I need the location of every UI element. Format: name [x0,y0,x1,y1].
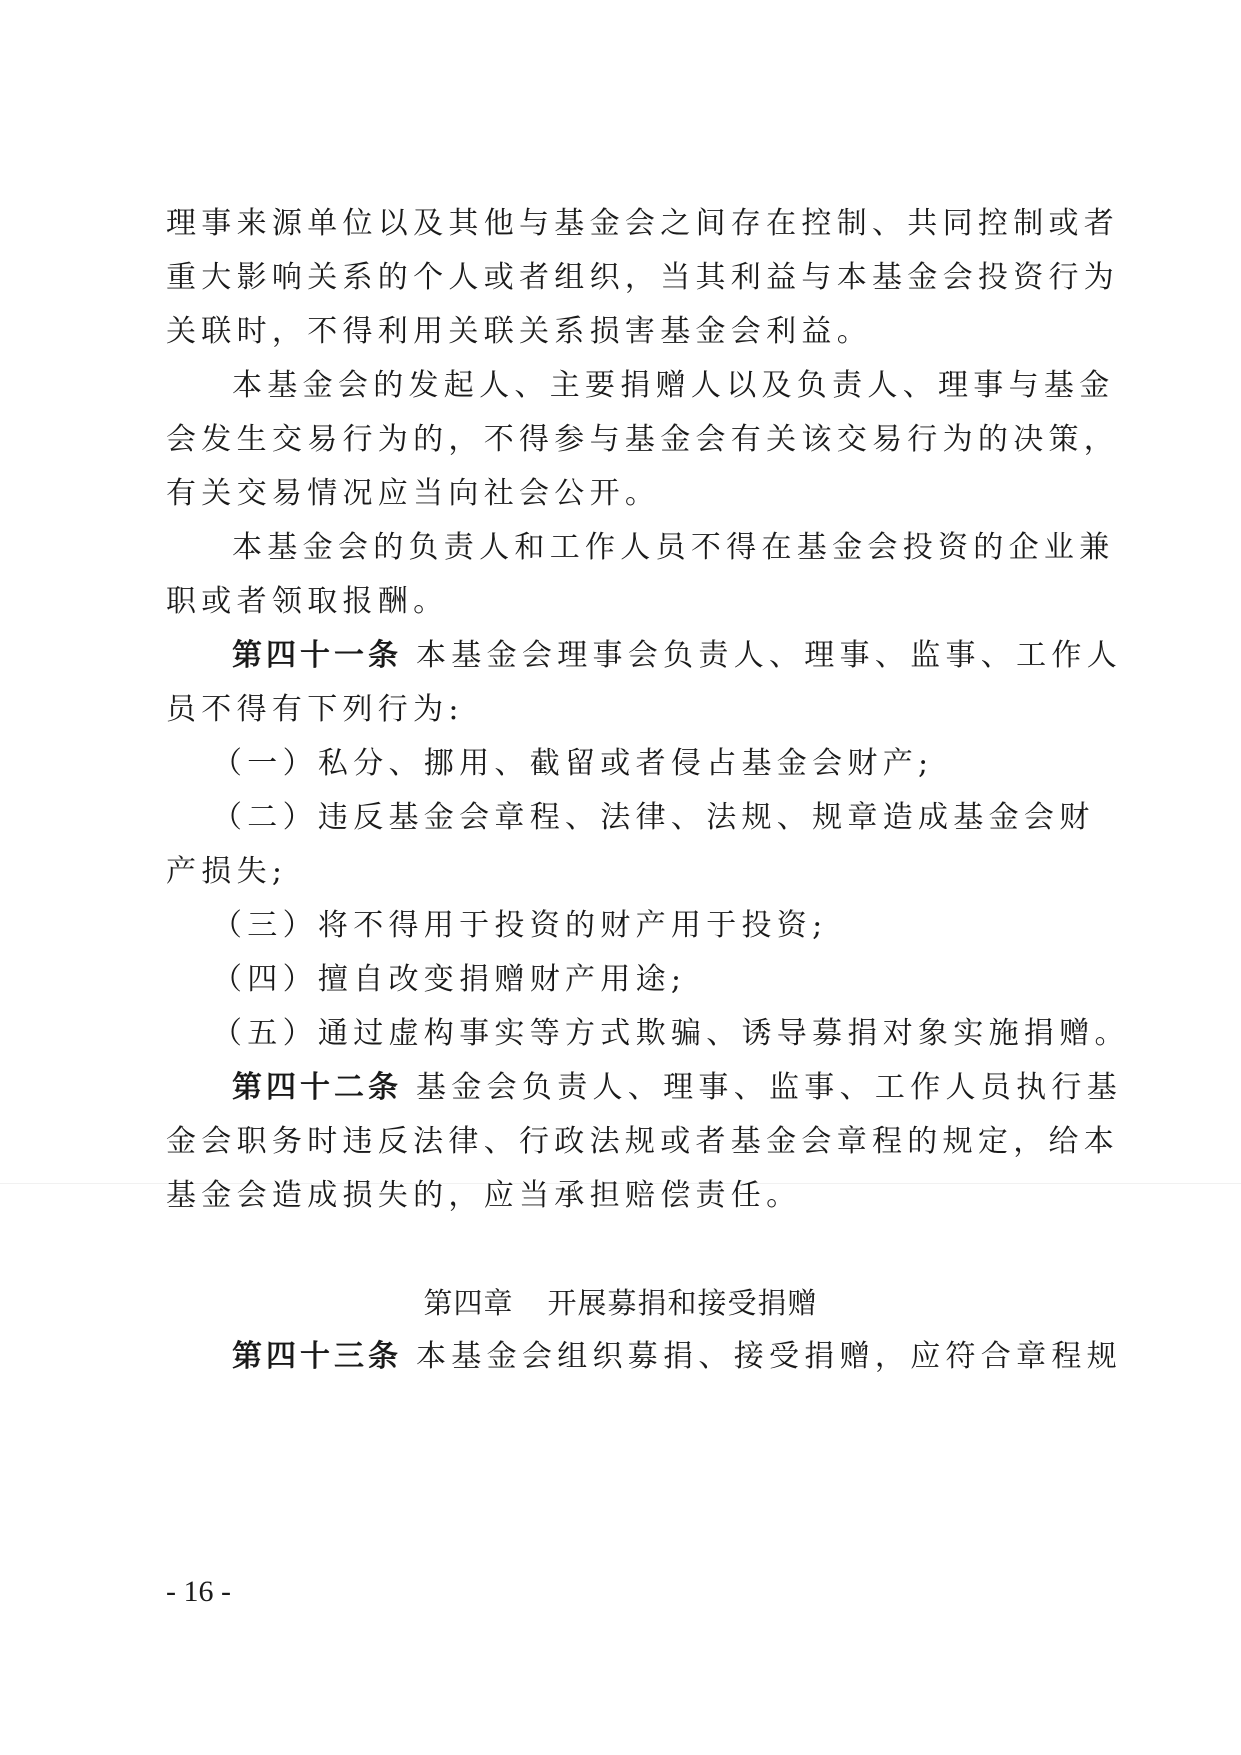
article-42 [232,1068,1122,1108]
paragraph-line: 本基金会的发起人、主要捐赠人以及负责人、理事与基金 [232,368,1115,403]
list-item: （五）通过虚构事实等方式欺骗、诱导募捐对象实施捐赠。 [212,1016,1130,1051]
paragraph-line: 会发生交易行为的，不得参与基金会有关该交易行为的决策， [166,422,1120,457]
paragraph-line: 有关交易情况应当向社会公开。 [166,476,661,511]
list-item: （一）私分、挪用、截留或者侵占基金会财产; [212,746,934,781]
paragraph-line: 基金会造成损失的，应当承担赔偿责任。 [166,1178,802,1213]
article-text: 本基金会组织募捐、接受捐赠，应符合章程规 [416,1339,1122,1374]
list-item: （四）擅自改变捐赠财产用途; [212,962,687,997]
page-number: - 16 - [166,1575,231,1608]
paragraph-line: 职或者领取报酬。 [166,584,449,619]
paragraph-line: 重大影响关系的个人或者组织，当其利益与本基金会投资行为 [166,260,1120,295]
paragraph-line: 员不得有下列行为: [166,692,464,727]
paragraph-line: 关联时，不得利用关联关系损害基金会利益。 [166,314,872,349]
paragraph-line: 理事来源单位以及其他与基金会之间存在控制、共同控制或者 [166,206,1120,241]
chapter-number: 第四章 [423,1286,514,1320]
paragraph-line: 本基金会的负责人和工作人员不得在基金会投资的企业兼 [232,530,1115,565]
paragraph-line: 金会职务时违反法律、行政法规或者基金会章程的规定，给本 [166,1124,1120,1159]
article-41 [232,636,1122,676]
list-item: （三）将不得用于投资的财产用于投资; [212,908,828,943]
article-label: 第四十三条 [232,1339,402,1374]
chapter-title: 开展募捐和接受捐赠 [547,1286,818,1320]
article-label: 第四十二条 [232,1070,402,1105]
chapter-heading [0,1283,1241,1323]
article-label: 第四十一条 [232,638,402,673]
article-text: 本基金会理事会负责人、理事、监事、工作人 [416,638,1122,673]
list-item: （二）违反基金会章程、法律、法规、规章造成基金会财 [212,800,1095,835]
list-item-continuation: 产损失; [166,854,288,889]
article-text: 基金会负责人、理事、监事、工作人员执行基 [416,1070,1122,1105]
article-43 [232,1337,1122,1377]
